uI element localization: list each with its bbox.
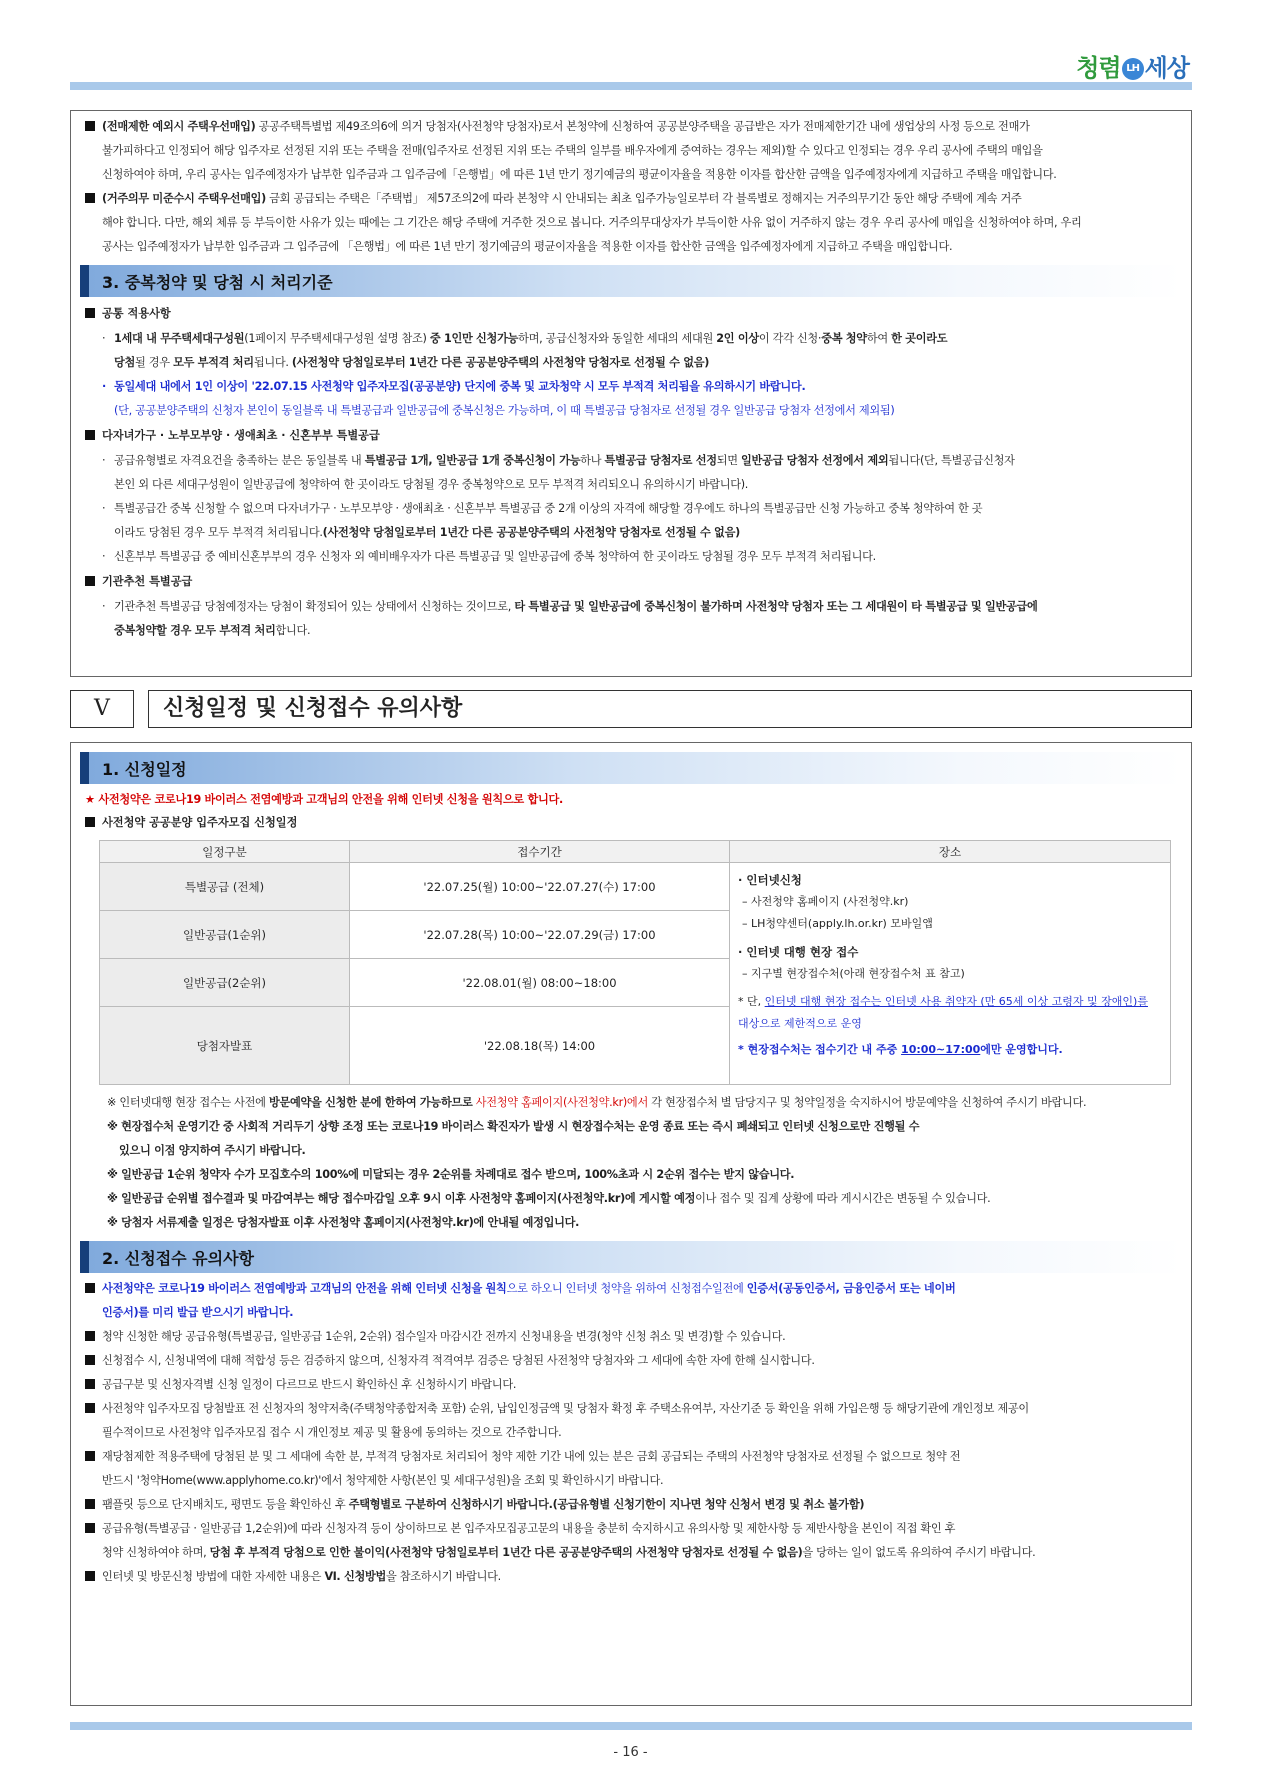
square-bullet-icon [85,121,95,131]
logo [1076,48,1189,83]
th-category: 일정구분 [100,841,350,863]
table-row: 일반공급(1순위) '22.07.28(목) 10:00~'22.07.29(금) 17:00 [100,911,1171,959]
square-bullet-icon [85,576,95,586]
note-4: ※ 일반공급 순위별 접수결과 및 마감여부는 해당 접수마감일 오후 9시 이후 사전청약 홈페이지(사전청약.kr)에 게시할 예정이나 접수 및 집계 상황에 따라 게시시간은 변동될 수 있습니다. [107,1192,991,1205]
chapter-header [70,690,1192,728]
caution-9: 인터넷 및 방문신청 방법에 대한 자세한 내용은 Ⅵ. 신청방법을 참조하시기 바랍니다. [79,1565,1183,1589]
section-box-duplicate [70,110,1192,677]
logo-text-1: 청렴 [1076,54,1121,82]
section-heading-1: 1. 신청일정 [80,752,1183,784]
inst-line-2: 중복청약할 경우 모두 부적격 처리합니다. [114,624,311,637]
section-box-schedule [70,742,1192,1706]
multi-line-3: · 특별공급간 중복 신청할 수 없으며 다자녀가구 · 노부모부양 · 생애최초 · 신혼부부 특별공급 중 2개 이상의 자격에 해당할 경우에도 하나의 특별공급만 신청 가능하고 중복 청약하여 한 곳 [102,502,983,515]
caution-3: 신청접수 시, 신청내역에 대해 적합성 등은 검증하지 않으며, 신청자격 적격여부 검증은 당첨된 사전청약 당첨자와 그 세대에 속한 자에 한해 실시합니다. [79,1349,1183,1373]
logo-badge: LH [1122,58,1144,80]
chapter-title: 신청일정 및 신청접수 유의사항 [148,690,1192,728]
square-bullet-icon [85,1499,95,1509]
logo-text-2: 세상 [1144,54,1189,82]
note-2: ※ 현장접수처 운영기간 중 사회적 거리두기 상향 조정 또는 코로나19 바이러스 확진자가 발생 시 현장접수처는 운영 종료 또는 즉시 폐쇄되고 인터넷 신청으로만 진행될 수 [107,1120,920,1133]
common-line-1: · 1세대 내 무주택세대구성원(1페이지 무주택세대구성원 설명 참조) 중 1인만 신청가능하며, 공급신청자와 동일한 세대의 세대원 2인 이상이 각각 신청·중복 청약하여 한 곳이라도 [102,332,948,345]
para-resale-line-3: 신청하여야 하며, 우리 공사는 입주예정자가 납부한 입주금과 그 입주금에「은행법」에 따른 1년 만기 정기예금의 평균이자율을 적용한 이자를 합산한 금액을 입주예정자에게 지급하고 주택을 매입합니다. [102,168,1057,181]
caution-2: 청약 신청한 해당 공급유형(특별공급, 일반공급 1순위, 2순위) 접수일자 마감시간 전까지 신청내용을 변경(청약 신청 취소 및 변경)할 수 있습니다. [79,1325,1183,1349]
note-2-cont: 있으니 이점 양지하여 주시기 바랍니다. [119,1144,306,1157]
square-bullet-icon [85,1403,95,1413]
th-period: 접수기간 [350,841,730,863]
para-residence-line-2: 해야 합니다. 다만, 해외 체류 등 부득이한 사유가 있는 때에는 그 기간은 해당 주택에 거주한 것으로 봅니다. 거주의무대상자가 부득이한 사유 없이 거주하지 않는 경우 우리 공사에 매입을 신청하여야 하며, 우리 [102,216,1082,229]
table-row: 특별공급 (전체) '22.07.25(월) 10:00~'22.07.27(수) 17:00 · 인터넷신청 – 사전청약 홈페이지 (사전청약.kr) – LH청약센터(apply.lh.or.kr) 모바일앱 · 인터넷 대행 현장 접수 – 지구별 현장접수처(아래 현장접수처 표 참고) * 단, 인터넷 대행 현장 접수는 인터넷 사용 취약자 (만 65세 이상 고령자 및 장애인)를 대상으로 제한적으로 운영 * 현장접수처는 접수기간 내 주중 10:00~17:00에만 운영합니다. [100,863,1171,911]
multi-line-1: · 공급유형별로 자격요건을 충족하는 분은 동일블록 내 특별공급 1개, 일반공급 1개 중복신청이 가능하나 특별공급 당첨자로 선정되면 일반공급 당첨자 선정에서 제외됩니다(단, 특별공급신청자 [102,454,1015,467]
common-line-3: · 동일세대 내에서 1인 이상이 '22.07.15 사전청약 입주자모집(공공분양) 단지에 중복 및 교차청약 시 모두 부적격 처리됨을 유의하시기 바랍니다. [102,380,806,393]
subheading-institution: 기관추천 특별공급 [79,569,1183,595]
chapter-number: V [70,690,134,728]
bottom-rule [70,1722,1192,1730]
square-bullet-icon [85,1355,95,1365]
square-bullet-icon [85,1523,95,1533]
table-row: 일반공급(2순위) '22.08.01(월) 08:00~18:00 [100,959,1171,1007]
para-residence-line-1: (거주의무 미준수시 주택우선매입) 금회 공급되는 주택은「주택법」 제57조의2에 따라 본청약 시 안내되는 최초 입주가능일로부터 각 블록별로 정해지는 거주의무기간 동안 해당 주택에 계속 거주 [79,187,1183,211]
subheading-common: 공통 적용사항 [79,301,1183,327]
note-5: ※ 당첨자 서류제출 일정은 당첨자발표 이후 사전청약 홈페이지(사전청약.kr)에 안내될 예정입니다. [107,1216,580,1229]
square-bullet-icon [85,1571,95,1581]
caution-8-cont: 청약 신청하여야 하며, 당첨 후 부적격 당첨으로 인한 불이익(사전청약 당첨일로부터 1년간 다른 공공분양주택의 사전청약 당첨자로 선정될 수 없음)을 당하는 일이 없도록 유의하여 주시기 바랍니다. [102,1546,1036,1559]
th-place: 장소 [730,841,1171,863]
note-1: ※ 인터넷대행 현장 접수는 사전에 방문예약을 신청한 분에 한하여 가능하므로 사전청약 홈페이지(사전청약.kr)에서 각 현장접수처 별 담당지구 및 청약일정을 숙지하시어 방문예약을 신청하여 주시기 바랍니다. [107,1096,1087,1109]
place-cell: · 인터넷신청 – 사전청약 홈페이지 (사전청약.kr) – LH청약센터(apply.lh.or.kr) 모바일앱 · 인터넷 대행 현장 접수 – 지구별 현장접수처(아래 현장접수처 표 참고) * 단, 인터넷 대행 현장 접수는 인터넷 사용 취약자 (만 65세 이상 고령자 및 장애인)를 대상으로 제한적으로 운영 * 현장접수처는 접수기간 내 주중 10:00~17:00에만 운영합니다. [730,863,1171,1085]
multi-line-5: · 신혼부부 특별공급 중 예비신혼부부의 경우 신청자 외 예비배우자가 다른 특별공급 및 일반공급에 중복 청약하여 한 곳이라도 당첨될 경우 모두 부적격 처리됩니다. [102,550,876,563]
square-bullet-icon [85,193,95,203]
square-bullet-icon [85,430,95,440]
caution-1: 사전청약은 코로나19 바이러스 전염예방과 고객님의 안전을 위해 인터넷 신청을 원칙으로 하오니 인터넷 청약을 위하여 신청접수일전에 인증서(공동인증서, 금융인증서 또는 네이버 [79,1277,1183,1301]
inst-line-1: · 기관추천 특별공급 당첨예정자는 당첨이 확정되어 있는 상태에서 신청하는 것이므로, 타 특별공급 및 일반공급에 중복신청이 불가하며 사전청약 당첨자 또는 그 세대원이 타 특별공급 및 일반공급에 [102,600,1038,613]
square-bullet-icon [85,817,95,827]
caution-8: 공급유형(특별공급 · 일반공급 1,2순위)에 따라 신청자격 등이 상이하므로 본 입주자모집공고문의 내용을 충분히 숙지하시고 유의사항 및 제한사항 등 제반사항을 본인이 직접 확인 후 [79,1517,1183,1541]
caution-1-cont: 인증서)를 미리 발급 받으시기 바랍니다. [102,1306,294,1319]
caution-5: 사전청약 입주자모집 당첨발표 전 신청자의 청약저축(주택청약종합저축 포함) 순위, 납입인정금액 및 당첨자 확정 후 주택소유여부, 자산기준 등 확인을 위해 가입은행 등 해당기관에 개인정보 제공이 [79,1397,1183,1421]
star-notice: ★ 사전청약은 코로나19 바이러스 전염예방과 고객님의 안전을 위해 인터넷 신청을 원칙으로 합니다. [85,793,563,806]
para-resale-line-1: (전매제한 예외시 주택우선매입) 공공주택특별법 제49조의6에 의거 당첨자(사전청약 당첨자)로서 본청약에 신청하여 공공분양주택을 공급받은 자가 전매제한기간 내에 생업상의 사정 등으로 전매가 [79,115,1183,139]
caution-6-cont: 반드시 '청약Home(www.applyhome.co.kr)'에서 청약제한 사항(본인 및 세대구성원)을 조회 및 확인하시기 바랍니다. [102,1474,664,1487]
caution-7: 팸플릿 등으로 단지배치도, 평면도 등을 확인하신 후 주택형별로 구분하여 신청하시기 바랍니다.(공급유형별 신청기한이 지나면 청약 신청서 변경 및 취소 불가함) [79,1493,1183,1517]
common-line-2: 당첨될 경우 모두 부적격 처리됩니다. (사전청약 당첨일로부터 1년간 다른 공공분양주택의 사전청약 당첨자로 선정될 수 없음) [114,356,710,369]
schedule-table [99,840,1171,1085]
square-bullet-icon [85,1331,95,1341]
square-bullet-icon [85,1451,95,1461]
table-row: 당첨자발표 '22.08.18(목) 14:00 [100,1007,1171,1085]
caution-6: 재당첨제한 적용주택에 당첨된 분 및 그 세대에 속한 분, 부적격 당첨자로 처리되어 청약 제한 기간 내에 있는 분은 금회 공급되는 주택의 사전청약 당첨자로 선정될 수 없으므로 청약 전 [79,1445,1183,1469]
section-heading-2: 2. 신청접수 유의사항 [80,1241,1183,1273]
subheading-schedule: 사전청약 공공분양 입주자모집 신청일정 [79,812,1183,834]
section-heading-3: 3. 중복청약 및 당첨 시 처리기준 [80,265,1183,297]
multi-line-4: 이라도 당첨된 경우 모두 부적격 처리됩니다.(사전청약 당첨일로부터 1년간 다른 공공분양주택의 사전청약 당첨자로 선정될 수 없음) [114,526,740,539]
top-rule [70,82,1192,90]
table-header-row [100,841,1171,863]
caution-4: 공급구분 및 신청자격별 신청 일정이 다르므로 반드시 확인하신 후 신청하시기 바랍니다. [79,1373,1183,1397]
square-bullet-icon [85,1379,95,1389]
square-bullet-icon [85,1283,95,1293]
page-number: - 16 - [613,1745,648,1760]
subheading-multi: 다자녀가구 · 노부모부양 · 생애최초 · 신혼부부 특별공급 [79,423,1183,449]
multi-line-2: 본인 외 다른 세대구성원이 일반공급에 청약하여 한 곳이라도 당첨될 경우 중복청약으로 모두 부적격 처리되오니 유의하시기 바랍니다). [114,478,749,491]
common-line-4: (단, 공공분양주택의 신청자 본인이 동일블록 내 특별공급과 일반공급에 중복신청은 가능하며, 이 때 특별공급 당첨자로 선정될 경우 일반공급 당첨자 선정에서 제외됨) [114,404,895,417]
note-3: ※ 일반공급 1순위 청약자 수가 모집호수의 100%에 미달되는 경우 2순위를 차례대로 접수 받으며, 100%초과 시 2순위 접수는 받지 않습니다. [107,1168,795,1181]
caution-5-cont: 필수적이므로 사전청약 입주자모집 접수 시 개인정보 제공 및 활용에 동의하는 것으로 간주합니다. [102,1426,562,1439]
square-bullet-icon [85,308,95,318]
para-resale-line-2: 불가피하다고 인정되어 해당 입주자로 선정된 지위 또는 주택을 전매(입주자로 선정된 지위 또는 주택의 일부를 배우자에게 증여하는 경우는 제외)할 수 있다고 인정되는 경우 우리 공사에 주택의 매입을 [102,144,1043,157]
para-residence-line-3: 공사는 입주예정자가 납부한 입주금과 그 입주금에 「은행법」에 따른 1년 만기 정기예금의 평균이자율을 적용한 이자를 합산한 금액을 입주예정자에게 지급하고 주택을 매입합니다. [102,240,953,253]
